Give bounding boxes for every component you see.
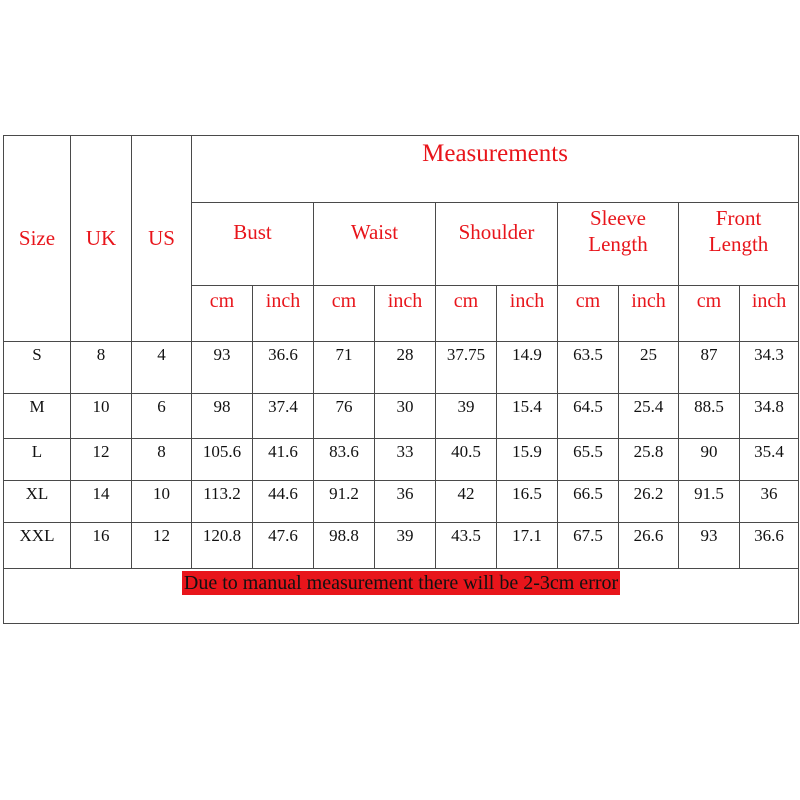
measurement-error-note: Due to manual measurement there will be 2-3cm error xyxy=(183,572,619,594)
us-cell: 6 xyxy=(132,394,192,439)
cm-value-cell: 67.5 xyxy=(558,523,619,569)
cm-value-cell: 88.5 xyxy=(679,394,740,439)
inch-value-cell: 25.8 xyxy=(619,439,679,481)
cm-value-cell: 65.5 xyxy=(558,439,619,481)
inch-value-cell: 16.5 xyxy=(497,481,558,523)
inch-value-cell: 33 xyxy=(375,439,436,481)
cm-value-cell: 63.5 xyxy=(558,342,619,394)
cm-value-cell: 43.5 xyxy=(436,523,497,569)
us-header: US xyxy=(132,136,192,342)
cm-value-cell: 91.2 xyxy=(314,481,375,523)
unit-inch-header: inch xyxy=(375,286,436,342)
unit-cm-header: cm xyxy=(679,286,740,342)
unit-cm-header: cm xyxy=(192,286,253,342)
cm-value-cell: 113.2 xyxy=(192,481,253,523)
unit-cm-header: cm xyxy=(314,286,375,342)
front-length-header xyxy=(679,203,799,286)
size-cell: L xyxy=(4,439,71,481)
cm-value-cell: 93 xyxy=(679,523,740,569)
inch-value-cell: 34.3 xyxy=(740,342,799,394)
table-row xyxy=(4,394,799,439)
uk-header: UK xyxy=(71,136,132,342)
inch-value-cell: 35.4 xyxy=(740,439,799,481)
table-row xyxy=(4,342,799,394)
inch-value-cell: 44.6 xyxy=(253,481,314,523)
sleeve-length-header xyxy=(558,203,679,286)
note-cell xyxy=(4,569,799,624)
unit-inch-header: inch xyxy=(253,286,314,342)
sleeve-length-label: Sleeve Length xyxy=(588,206,648,256)
inch-value-cell: 47.6 xyxy=(253,523,314,569)
inch-value-cell: 36 xyxy=(375,481,436,523)
unit-cm-header: cm xyxy=(558,286,619,342)
cm-value-cell: 90 xyxy=(679,439,740,481)
cm-value-cell: 66.5 xyxy=(558,481,619,523)
inch-value-cell: 15.4 xyxy=(497,394,558,439)
us-cell: 4 xyxy=(132,342,192,394)
title-row xyxy=(4,136,799,203)
uk-cell: 16 xyxy=(71,523,132,569)
uk-cell: 8 xyxy=(71,342,132,394)
cm-value-cell: 42 xyxy=(436,481,497,523)
cm-value-cell: 71 xyxy=(314,342,375,394)
us-cell: 10 xyxy=(132,481,192,523)
inch-value-cell: 39 xyxy=(375,523,436,569)
shoulder-header: Shoulder xyxy=(436,203,558,286)
size-cell: S xyxy=(4,342,71,394)
size-cell: XL xyxy=(4,481,71,523)
inch-value-cell: 28 xyxy=(375,342,436,394)
inch-value-cell: 36.6 xyxy=(253,342,314,394)
cm-value-cell: 37.75 xyxy=(436,342,497,394)
inch-value-cell: 26.2 xyxy=(619,481,679,523)
unit-inch-header: inch xyxy=(619,286,679,342)
size-cell: XXL xyxy=(4,523,71,569)
cm-value-cell: 87 xyxy=(679,342,740,394)
unit-inch-header: inch xyxy=(740,286,799,342)
cm-value-cell: 120.8 xyxy=(192,523,253,569)
us-cell: 12 xyxy=(132,523,192,569)
cm-value-cell: 76 xyxy=(314,394,375,439)
inch-value-cell: 36 xyxy=(740,481,799,523)
inch-value-cell: 37.4 xyxy=(253,394,314,439)
table-row xyxy=(4,523,799,569)
cm-value-cell: 83.6 xyxy=(314,439,375,481)
inch-value-cell: 26.6 xyxy=(619,523,679,569)
table-row xyxy=(4,481,799,523)
inch-value-cell: 17.1 xyxy=(497,523,558,569)
cm-value-cell: 93 xyxy=(192,342,253,394)
cm-value-cell: 39 xyxy=(436,394,497,439)
size-cell: M xyxy=(4,394,71,439)
size-chart-table xyxy=(3,135,799,624)
unit-inch-header: inch xyxy=(497,286,558,342)
measurements-title: Measurements xyxy=(192,136,799,203)
cm-value-cell: 98.8 xyxy=(314,523,375,569)
note-row xyxy=(4,569,799,624)
table-row xyxy=(4,439,799,481)
inch-value-cell: 25 xyxy=(619,342,679,394)
uk-cell: 10 xyxy=(71,394,132,439)
unit-cm-header: cm xyxy=(436,286,497,342)
cm-value-cell: 64.5 xyxy=(558,394,619,439)
inch-value-cell: 41.6 xyxy=(253,439,314,481)
inch-value-cell: 14.9 xyxy=(497,342,558,394)
uk-cell: 12 xyxy=(71,439,132,481)
inch-value-cell: 36.6 xyxy=(740,523,799,569)
inch-value-cell: 25.4 xyxy=(619,394,679,439)
waist-header: Waist xyxy=(314,203,436,286)
front-length-label: Front Length xyxy=(708,206,769,256)
inch-value-cell: 30 xyxy=(375,394,436,439)
uk-cell: 14 xyxy=(71,481,132,523)
bust-header: Bust xyxy=(192,203,314,286)
inch-value-cell: 15.9 xyxy=(497,439,558,481)
cm-value-cell: 98 xyxy=(192,394,253,439)
cm-value-cell: 105.6 xyxy=(192,439,253,481)
cm-value-cell: 91.5 xyxy=(679,481,740,523)
us-cell: 8 xyxy=(132,439,192,481)
inch-value-cell: 34.8 xyxy=(740,394,799,439)
size-header: Size xyxy=(4,136,71,342)
cm-value-cell: 40.5 xyxy=(436,439,497,481)
